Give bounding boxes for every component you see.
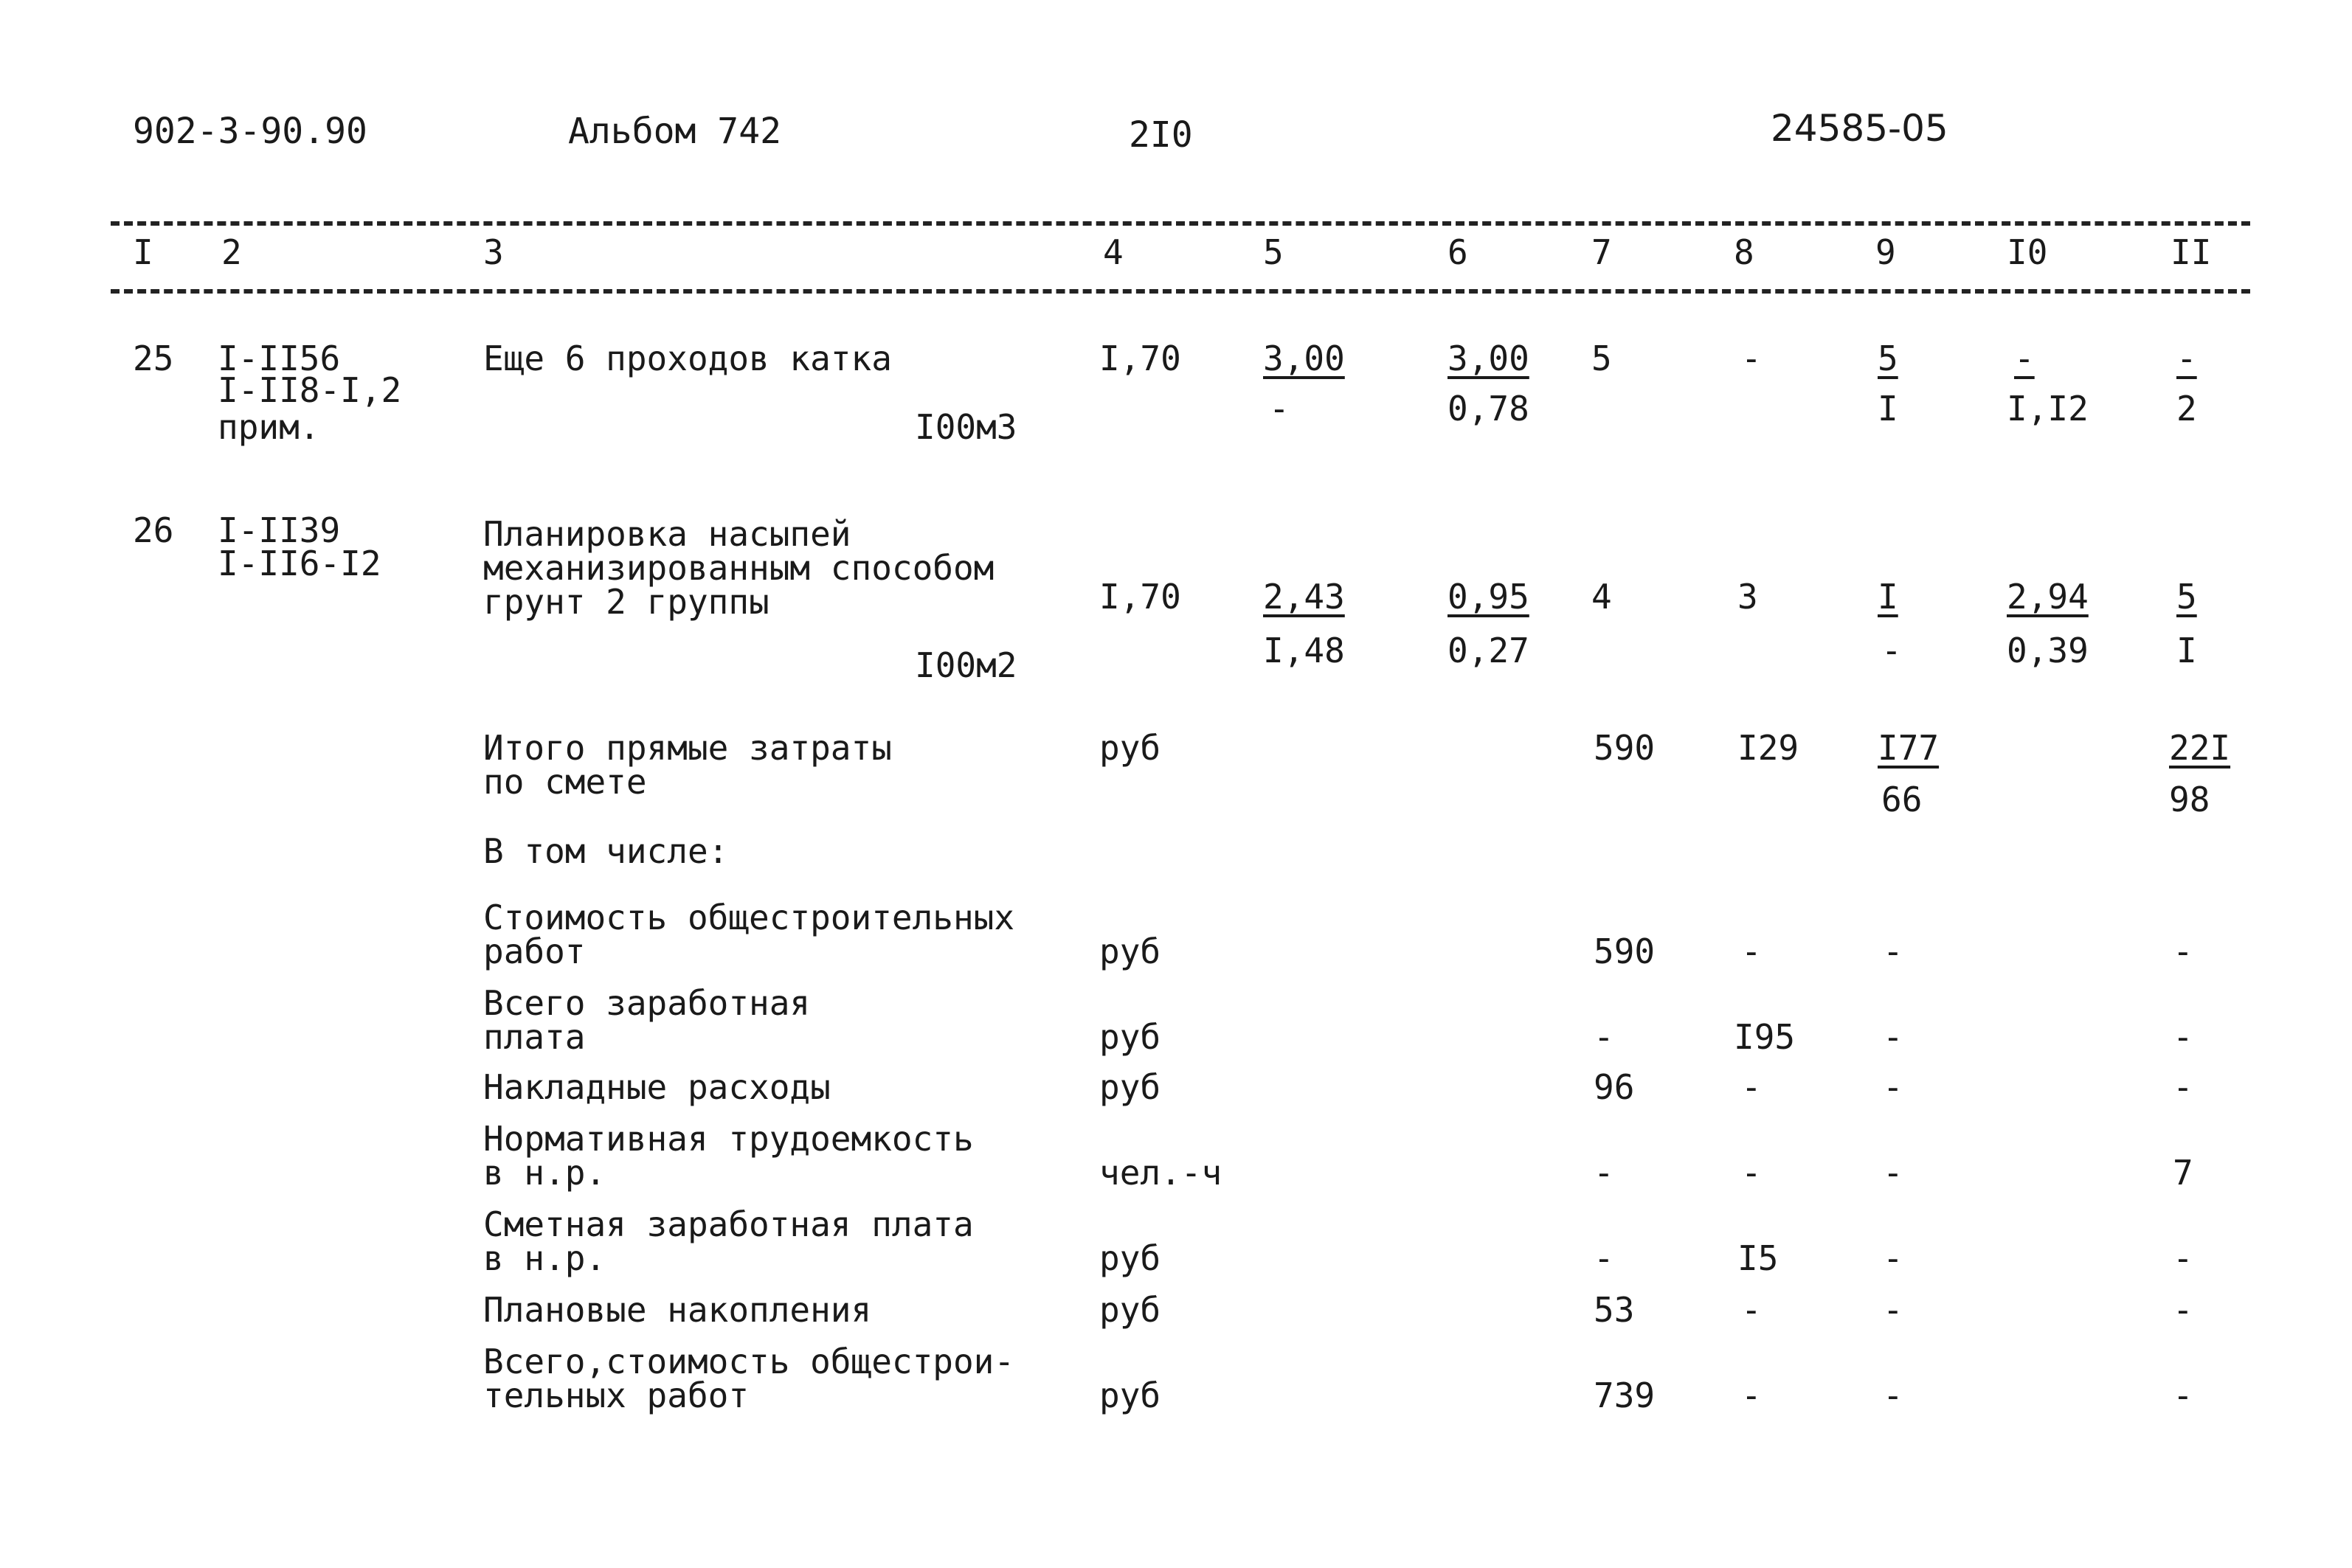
col10-upper: -: [2014, 339, 2035, 378]
summary-label: в н.р.: [483, 1238, 606, 1278]
summary-col11: 7: [2173, 1153, 2193, 1193]
totals-col8: I29: [1737, 728, 1799, 768]
document-code: 902-3-90.90: [133, 111, 367, 152]
col9-upper: 5: [1878, 339, 1898, 378]
totals-label: по смете: [483, 762, 647, 802]
summary-col9: -: [1883, 1376, 1903, 1415]
summary-label: Накладные расходы: [483, 1067, 831, 1107]
summary-col9: -: [1883, 1290, 1903, 1330]
table-header-rule: [111, 289, 2250, 294]
summary-col11: -: [2173, 1376, 2193, 1415]
summary-col7: -: [1594, 1238, 1614, 1278]
summary-unit: руб: [1099, 1238, 1161, 1278]
summary-col8: I5: [1737, 1238, 1779, 1278]
col-header-11: II: [2171, 232, 2212, 272]
norm-code: I-II39: [218, 510, 341, 550]
summary-col11: -: [2173, 1238, 2193, 1278]
page-number: 2I0: [1129, 114, 1193, 156]
col-header-5: 5: [1263, 232, 1284, 272]
summary-col9: -: [1883, 1238, 1903, 1278]
col10-lower: 0,39: [2007, 631, 2089, 670]
col-header-10: I0: [2007, 232, 2048, 272]
col5-upper: 3,00: [1263, 339, 1345, 378]
album-label: Альбом 742: [568, 111, 781, 152]
summary-label: Всего заработная: [483, 983, 811, 1023]
col-header-9: 9: [1875, 232, 1896, 272]
col7-value: 4: [1591, 577, 1612, 617]
col11-lower: I: [2176, 631, 2197, 670]
summary-col8: -: [1741, 1067, 1762, 1107]
summary-col11: -: [2173, 1290, 2193, 1330]
row-number: 26: [133, 510, 174, 550]
col8-value: -: [1741, 339, 1762, 378]
norm-code: I-II56: [218, 339, 341, 378]
summary-label: тельных работ: [483, 1376, 750, 1415]
archive-stamp: 24585-05: [1771, 107, 1948, 150]
col5-lower: -: [1269, 389, 1290, 429]
norm-code: I-II8-I,2: [218, 370, 402, 410]
col6-upper: 3,00: [1447, 339, 1529, 378]
summary-col7: -: [1594, 1153, 1614, 1193]
work-description: грунт 2 группы: [483, 582, 769, 622]
totals-label: Итого прямые затраты: [483, 728, 892, 768]
summary-label: в н.р.: [483, 1153, 606, 1193]
col5-upper: 2,43: [1263, 577, 1345, 617]
measure-unit: I00м3: [915, 407, 1017, 447]
work-description: Планировка насыпей: [483, 514, 851, 554]
summary-col7: 96: [1594, 1067, 1635, 1107]
totals-col11-lower: 98: [2169, 780, 2210, 819]
summary-unit: чел.-ч: [1099, 1153, 1222, 1193]
col-header-8: 8: [1734, 232, 1754, 272]
summary-label: плата: [483, 1017, 586, 1057]
summary-label: Плановые накопления: [483, 1290, 872, 1330]
col9-lower: -: [1881, 631, 1902, 670]
summary-col7: 739: [1594, 1376, 1656, 1415]
summary-col8: I95: [1734, 1017, 1796, 1057]
col7-value: 5: [1591, 339, 1612, 378]
col-header-1: I: [133, 232, 153, 272]
summary-unit: руб: [1099, 1067, 1161, 1107]
col9-upper: I: [1878, 577, 1898, 617]
totals-unit: руб: [1099, 728, 1161, 768]
summary-unit: руб: [1099, 932, 1161, 971]
totals-col9-upper: I77: [1878, 728, 1940, 768]
summary-col9: -: [1883, 1153, 1903, 1193]
summary-label: Стоимость общестроительных: [483, 898, 1015, 937]
totals-col7: 590: [1594, 728, 1656, 768]
col6-upper: 0,95: [1447, 577, 1529, 617]
summary-col7: 590: [1594, 932, 1656, 971]
summary-col8: -: [1741, 932, 1762, 971]
table-top-rule: [111, 221, 2250, 226]
quantity: I,70: [1099, 339, 1181, 378]
row-number: 25: [133, 339, 174, 378]
summary-col7: 53: [1594, 1290, 1635, 1330]
summary-label: Нормативная трудоемкость: [483, 1119, 974, 1159]
summary-col9: -: [1883, 932, 1903, 971]
col9-lower: I: [1878, 389, 1898, 429]
col10-upper: 2,94: [2007, 577, 2089, 617]
quantity: I,70: [1099, 577, 1181, 617]
summary-unit: руб: [1099, 1290, 1161, 1330]
summary-col8: -: [1741, 1153, 1762, 1193]
summary-col11: -: [2173, 1067, 2193, 1107]
col8-value: 3: [1737, 577, 1758, 617]
summary-col8: -: [1741, 1376, 1762, 1415]
col-header-4: 4: [1103, 232, 1124, 272]
summary-col8: -: [1741, 1290, 1762, 1330]
summary-col11: -: [2173, 1017, 2193, 1057]
col-header-2: 2: [221, 232, 242, 272]
totals-col9-lower: 66: [1881, 780, 1923, 819]
including-label: В том числе:: [483, 831, 729, 871]
summary-label: Всего,стоимость общестрои-: [483, 1342, 1015, 1381]
norm-code: I-II6-I2: [218, 544, 381, 583]
summary-col9: -: [1883, 1017, 1903, 1057]
col-header-6: 6: [1447, 232, 1468, 272]
col11-lower: 2: [2176, 389, 2197, 429]
summary-col9: -: [1883, 1067, 1903, 1107]
norm-code-note: прим.: [218, 407, 320, 447]
col11-upper: -: [2176, 339, 2197, 378]
col10-lower: I,I2: [2007, 389, 2089, 429]
summary-col11: -: [2173, 932, 2193, 971]
totals-col11-upper: 22I: [2169, 728, 2231, 768]
work-description: Еще 6 проходов катка: [483, 339, 892, 378]
work-description: механизированным способом: [483, 548, 995, 588]
col-header-3: 3: [483, 232, 504, 272]
col11-upper: 5: [2176, 577, 2197, 617]
measure-unit: I00м2: [915, 645, 1017, 685]
col-header-7: 7: [1591, 232, 1612, 272]
summary-unit: руб: [1099, 1376, 1161, 1415]
col6-lower: 0,78: [1447, 389, 1529, 429]
summary-unit: руб: [1099, 1017, 1161, 1057]
summary-label: Сметная заработная плата: [483, 1204, 974, 1244]
col5-lower: I,48: [1263, 631, 1345, 670]
summary-label: работ: [483, 932, 586, 971]
col6-lower: 0,27: [1447, 631, 1529, 670]
summary-col7: -: [1594, 1017, 1614, 1057]
